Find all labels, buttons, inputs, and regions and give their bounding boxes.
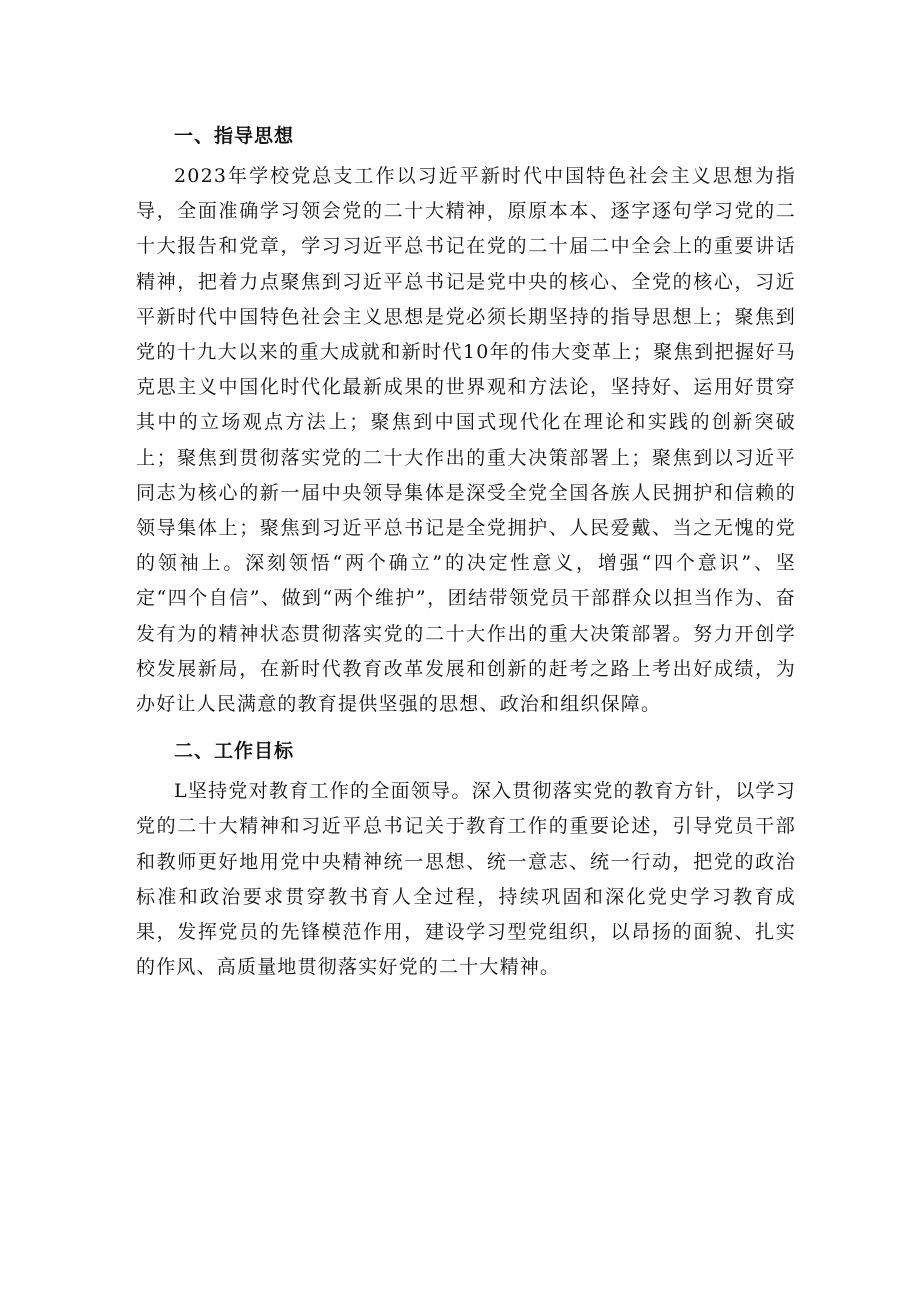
section-paragraph-guiding-ideology: 2023年学校党总支工作以习近平新时代中国特色社会主义思想为指导，全面准确学习领会党的二十大精神，原原本本、逐字逐句学习党的二十大报告和党章，学习习近平总书记在党的二十届二中全会上的重要讲话精神，把着力点聚焦到习近平总书记是党中央的核心、全党的核心，习近平新时代中国特色社会主义思想是党必须长期坚持的指导思想上；聚焦到党的十九大以来的重大成就和新时代10年的伟大变革上；聚焦到把握好马克思主义中国化时代化最新成果的世界观和方法论，坚持好、运用好贯穿其中的立场观点方法上；聚焦到中国式现代化在理论和实践的创新突破上；聚焦到贯彻落实党的二十大作出的重大决策部署上；聚焦到以习近平同志为核心的新一届中央领导集体是深受全党全国各族人民拥护和信赖的领导集体上；聚焦到习近平总书记是全党拥护、人民爱戴、当之无愧的党的领袖上。深刻领悟“两个确立”的决定性意义，增强“四个意识”、坚定“四个自信”、做到“两个维护”，团结带领党员干部群众以担当作为、奋发有为的精神状态贯彻落实党的二十大作出的重大决策部署。努力开创学校发展新局，在新时代教育改革发展和创新的赶考之路上考出好成绩，为办好让人民满意的教育提供坚强的思想、政治和组织保障。 (136, 165, 796, 716)
document-body (136, 116, 796, 985)
section-heading-work-goals: 二、工作目标 (174, 740, 295, 763)
section-heading-guiding-ideology: 一、指导思想 (174, 125, 295, 147)
section-paragraph-work-goals: L坚持党对教育工作的全面领导。深入贯彻落实党的教育方针，以学习党的二十大精神和习近平总书记关于教育工作的重要论述，引导党员干部和教师更好地用党中央精神统一思想、统一意志、统一行动，把党的政治标准和政治要求贯穿教书育人全过程，持续巩固和深化党史学习教育成果，发挥党员的先锋模范作用，建设学习型党组织，以昂扬的面貌、扎实的作风、高质量地贯彻落实好党的二十大精神。 (136, 780, 796, 979)
